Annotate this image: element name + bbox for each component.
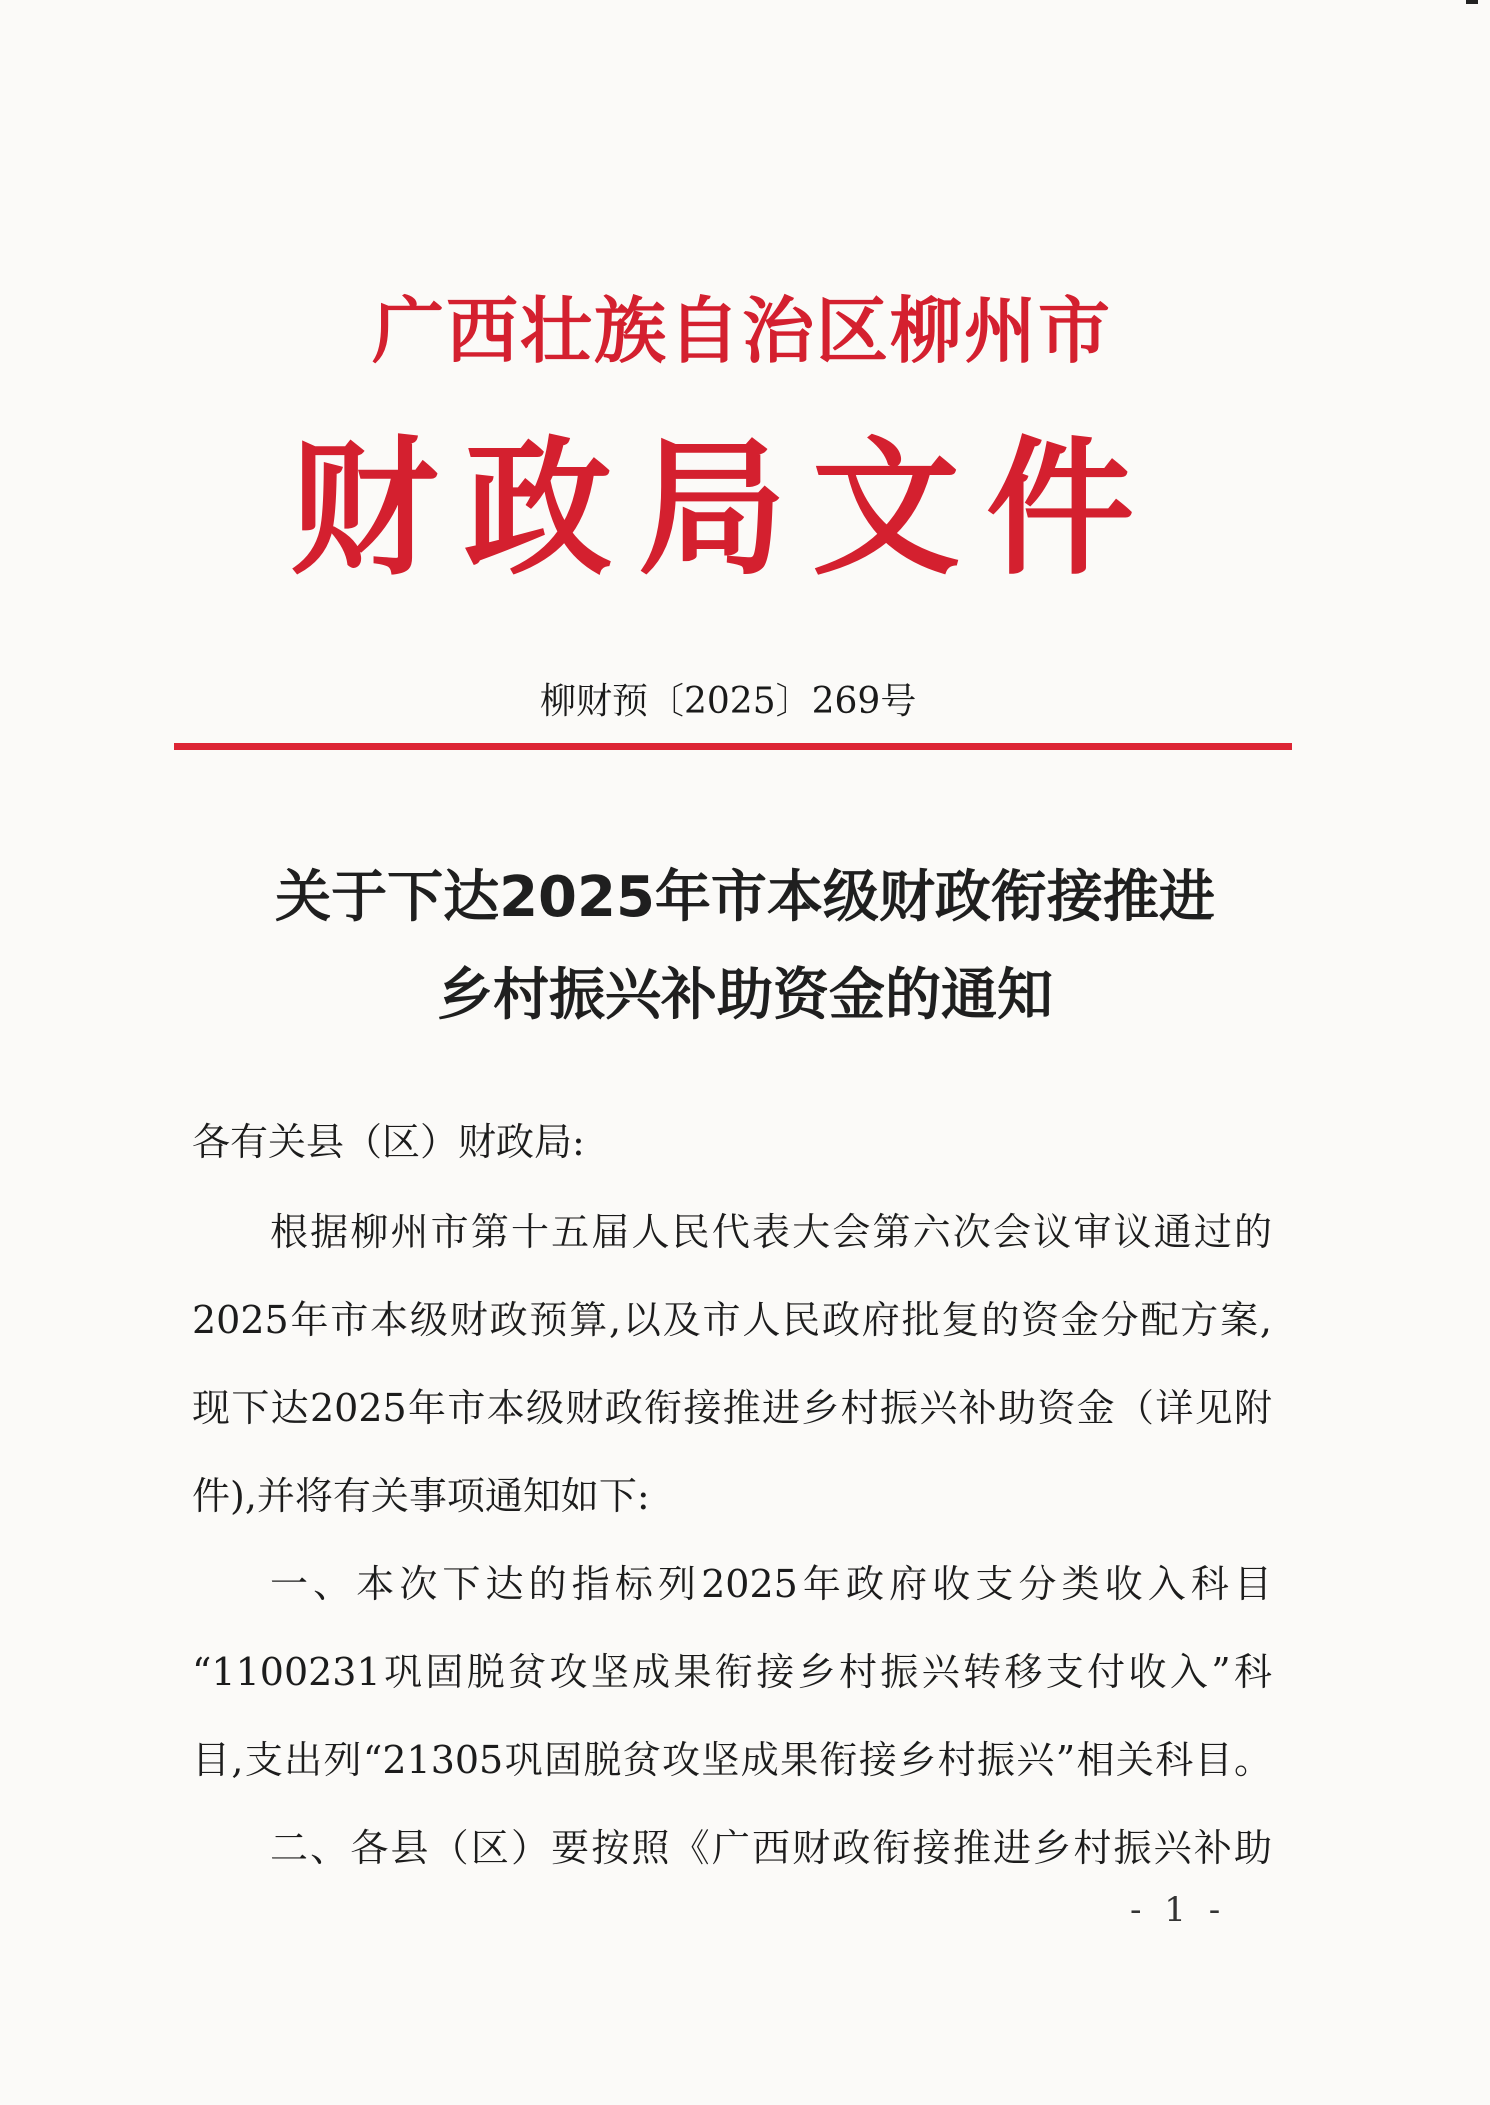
- issuer-header-line2: 财政局文件: [290, 421, 1160, 595]
- document-title-line2: 乡村振兴补助资金的通知: [437, 963, 1053, 1028]
- body-line: 件),并将有关事项通知如下:: [192, 1474, 650, 1518]
- body-line: 现下达2025年市本级财政衔接推进乡村振兴补助资金（详见附: [192, 1386, 1272, 1430]
- document-number: 柳财预〔2025〕269号: [540, 681, 917, 722]
- issuer-header-line1: 广西壮族自治区柳州市: [372, 289, 1113, 373]
- scan-corner-mark: [1466, 0, 1478, 4]
- body-line: 目,支出列“21305巩固脱贫攻坚成果衔接乡村振兴”相关科目。: [192, 1738, 1272, 1782]
- salutation: 各有关县（区）财政局:: [192, 1120, 585, 1164]
- red-divider-line: [174, 743, 1292, 750]
- body-line: “1100231巩固脱贫攻坚成果衔接乡村振兴转移支付收入”科: [192, 1650, 1272, 1694]
- document-title-line1: 关于下达2025年市本级财政衔接推进: [275, 865, 1215, 930]
- body-line: 一、本次下达的指标列2025年政府收支分类收入科目: [270, 1562, 1272, 1606]
- body-line: 二、各县（区）要按照《广西财政衔接推进乡村振兴补助: [270, 1826, 1272, 1870]
- body-line: 根据柳州市第十五届人民代表大会第六次会议审议通过的: [270, 1210, 1272, 1254]
- page-number: - 1 -: [1130, 1890, 1227, 1930]
- body-line: 2025年市本级财政预算,以及市人民政府批复的资金分配方案,: [192, 1298, 1272, 1342]
